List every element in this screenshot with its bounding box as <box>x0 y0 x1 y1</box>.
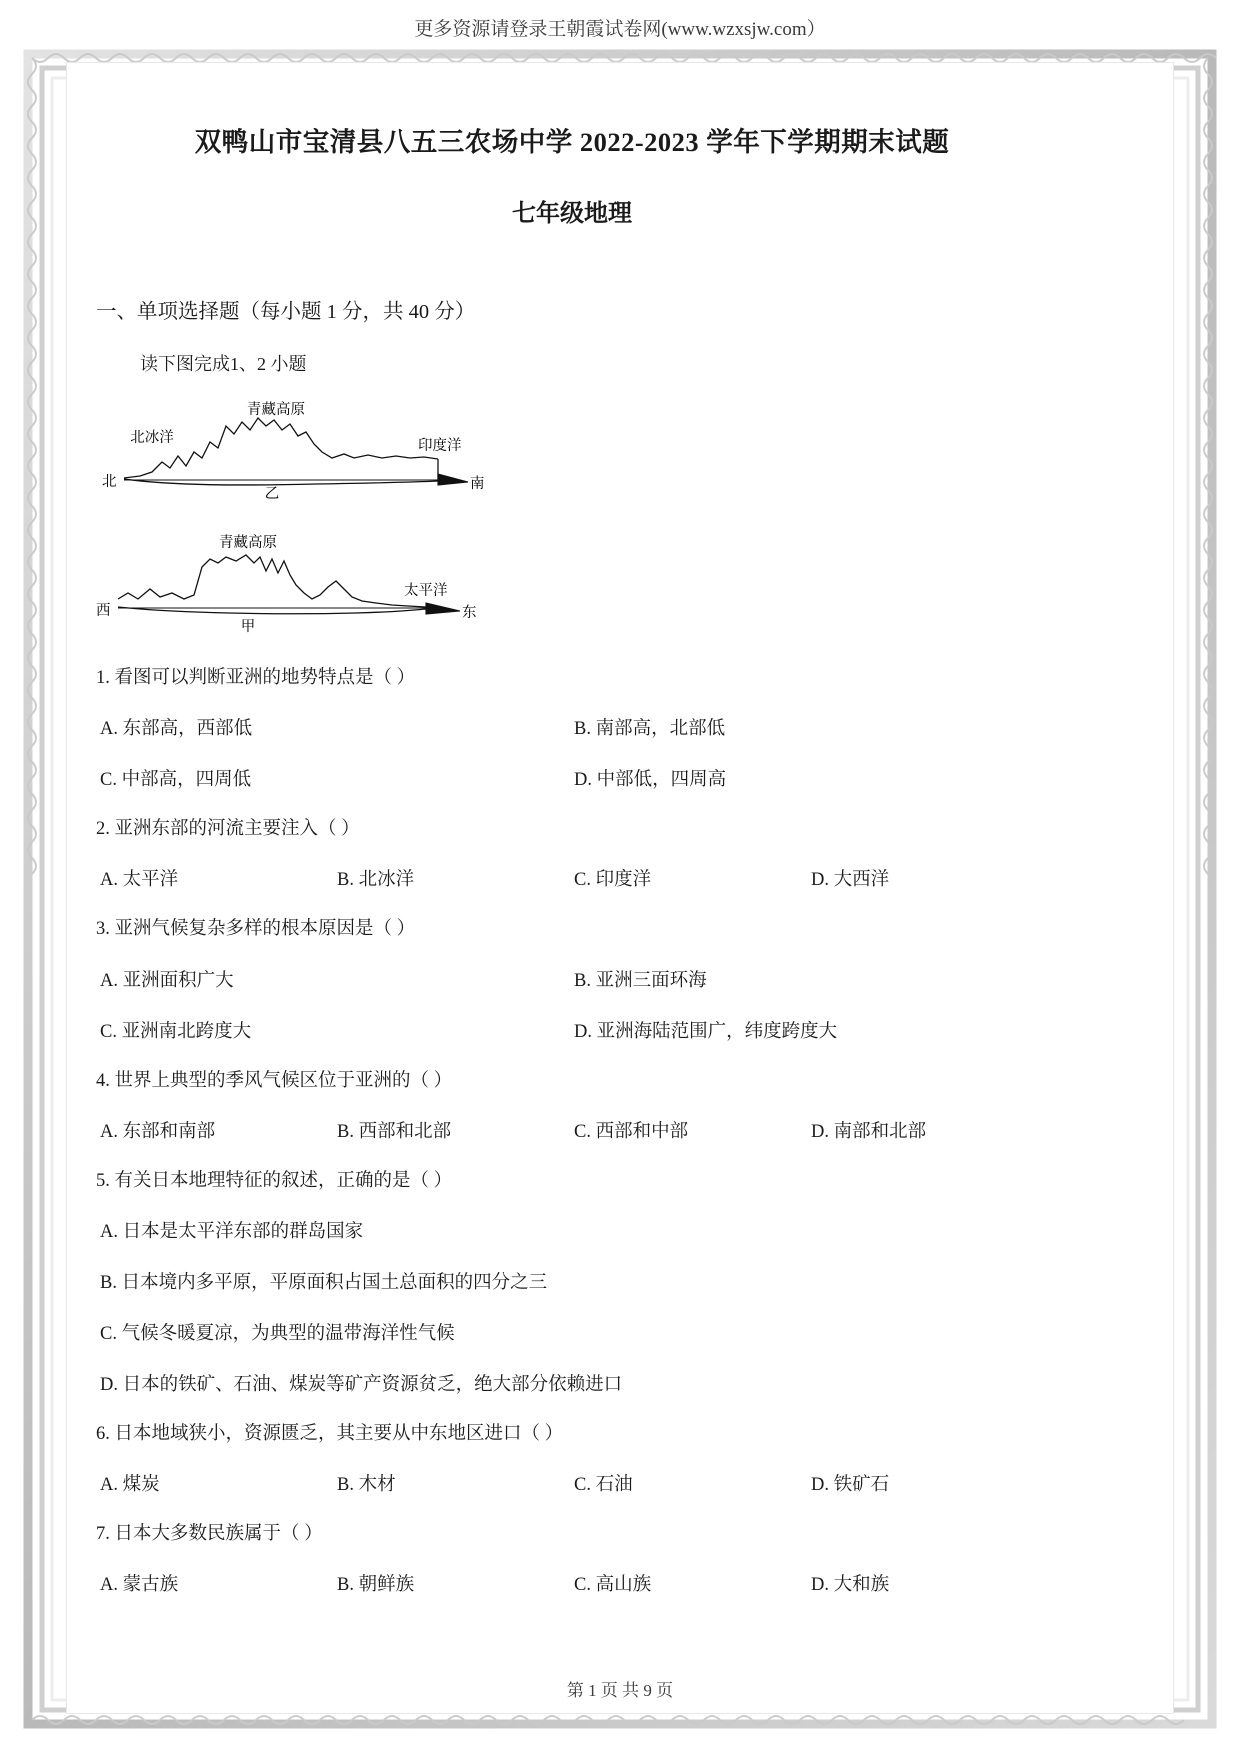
question-number: 7. <box>96 1524 110 1545</box>
site-watermark: 更多资源请登录王朝霞试卷网(www.wzxsjw.com） <box>414 19 826 40</box>
option-d[interactable]: D. 大西洋 <box>811 870 890 891</box>
figure1-caption: 乙 <box>264 486 280 500</box>
option-d[interactable]: D. 日本的铁矿、石油、煤炭等矿产资源贫乏，绝大部分依赖进口 <box>100 1374 623 1395</box>
question-text: 日本地域狭小，资源匮乏，其主要从中东地区进口（ ） <box>114 1423 564 1444</box>
figure-instruction: 读下图完成1、2 小题 <box>140 354 307 374</box>
question-text: 亚洲气候复杂多样的根本原因是（ ） <box>114 919 416 940</box>
figure2-left-direction: 西 <box>96 603 111 619</box>
question-stem <box>96 1523 1048 1545</box>
figure2-right-direction: 东 <box>462 605 477 621</box>
section-heading: 一、单项选择题（每小题 1 分，共 40 分） <box>96 301 476 323</box>
question-number: 3. <box>96 919 110 940</box>
question-options <box>96 966 1048 992</box>
question-stem <box>96 918 1048 940</box>
option-b[interactable]: B. 北冰洋 <box>337 870 415 891</box>
option-b[interactable]: B. 日本境内多平原，平原面积占国土总面积的四分之三 <box>100 1272 548 1293</box>
figure2-plateau-label: 青藏高原 <box>219 535 277 551</box>
question-number: 2. <box>96 819 110 840</box>
option-a[interactable]: A. 煤炭 <box>100 1475 160 1496</box>
figure2-right-sea-label: 太平洋 <box>404 583 448 599</box>
figure2-caption: 甲 <box>240 619 256 635</box>
option-c[interactable]: C. 石油 <box>574 1475 633 1496</box>
option-c[interactable]: C. 印度洋 <box>574 870 652 891</box>
option-c[interactable]: C. 中部高，四周低 <box>100 770 252 791</box>
figure1-plateau-label: 青藏高原 <box>247 402 305 418</box>
question-stem <box>96 667 1048 689</box>
question-options <box>96 1117 1048 1143</box>
option-b[interactable]: B. 西部和北部 <box>337 1121 452 1142</box>
question-number: 1. <box>96 668 110 688</box>
option-c[interactable]: C. 西部和中部 <box>574 1121 689 1142</box>
option-b[interactable]: B. 朝鲜族 <box>337 1575 415 1596</box>
option-c[interactable]: C. 亚洲南北跨度大 <box>100 1021 252 1042</box>
option-a[interactable]: A. 东部高，西部低 <box>100 719 253 740</box>
page-title: 双鸭山市宝清县八五三农场中学 2022-2023 学年下学期期末试题 <box>194 127 950 157</box>
question-text: 有关日本地理特征的叙述，正确的是（ ） <box>114 1170 453 1191</box>
question-number: 6. <box>96 1423 110 1444</box>
option-a[interactable]: A. 蒙古族 <box>100 1575 179 1596</box>
figure1-right-direction: 南 <box>470 476 485 492</box>
option-d[interactable]: D. 大和族 <box>811 1575 890 1596</box>
question-stem <box>96 1170 1048 1192</box>
figure1-left-direction: 北 <box>102 474 117 490</box>
option-c[interactable]: C. 高山族 <box>574 1575 652 1596</box>
question-options <box>96 1017 1048 1043</box>
question-text: 看图可以判断亚洲的地势特点是（ ） <box>114 668 416 688</box>
option-d[interactable]: D. 铁矿石 <box>811 1475 890 1496</box>
question-text: 世界上典型的季风气候区位于亚洲的（ ） <box>114 1070 453 1091</box>
question-options <box>96 765 1048 791</box>
option-b[interactable]: B. 木材 <box>337 1475 396 1496</box>
question-number: 4. <box>96 1070 110 1091</box>
question-number: 5. <box>96 1170 110 1191</box>
question-options <box>96 1570 1048 1596</box>
question-stem <box>96 1070 1048 1092</box>
figure1-right-sea-label: 印度洋 <box>418 438 462 454</box>
figure1-left-sea-label: 北冰洋 <box>130 430 174 446</box>
question-text: 亚洲东部的河流主要注入（ ） <box>114 819 360 840</box>
question-options <box>96 714 1048 740</box>
option-b[interactable]: B. 亚洲三面环海 <box>574 970 707 991</box>
question-stem <box>96 818 1048 840</box>
question-stem <box>96 1423 1048 1445</box>
option-c[interactable]: C. 气候冬暖夏凉，为典型的温带海洋性气候 <box>100 1323 455 1344</box>
option-d[interactable]: D. 南部和北部 <box>811 1121 927 1142</box>
question-text: 日本大多数民族属于（ ） <box>114 1524 323 1545</box>
option-a[interactable]: A. 东部和南部 <box>100 1121 216 1142</box>
figure-profile-north-south <box>96 392 1048 505</box>
option-a[interactable]: A. 亚洲面积广大 <box>100 970 234 991</box>
question-options <box>96 1470 1048 1496</box>
question-options <box>96 865 1048 891</box>
option-d[interactable]: D. 亚洲海陆范围广，纬度跨度大 <box>574 1021 838 1042</box>
option-a[interactable]: A. 太平洋 <box>100 870 179 891</box>
figure-profile-west-east <box>96 527 1048 640</box>
page-subtitle: 七年级地理 <box>512 201 632 227</box>
option-a[interactable]: A. 日本是太平洋东部的群岛国家 <box>100 1221 364 1242</box>
option-b[interactable]: B. 南部高，北部低 <box>574 719 726 740</box>
document-content <box>96 120 1048 1596</box>
page-footer: 第 1 页 共 9 页 <box>566 1681 674 1700</box>
option-d[interactable]: D. 中部低，四周高 <box>574 770 727 791</box>
